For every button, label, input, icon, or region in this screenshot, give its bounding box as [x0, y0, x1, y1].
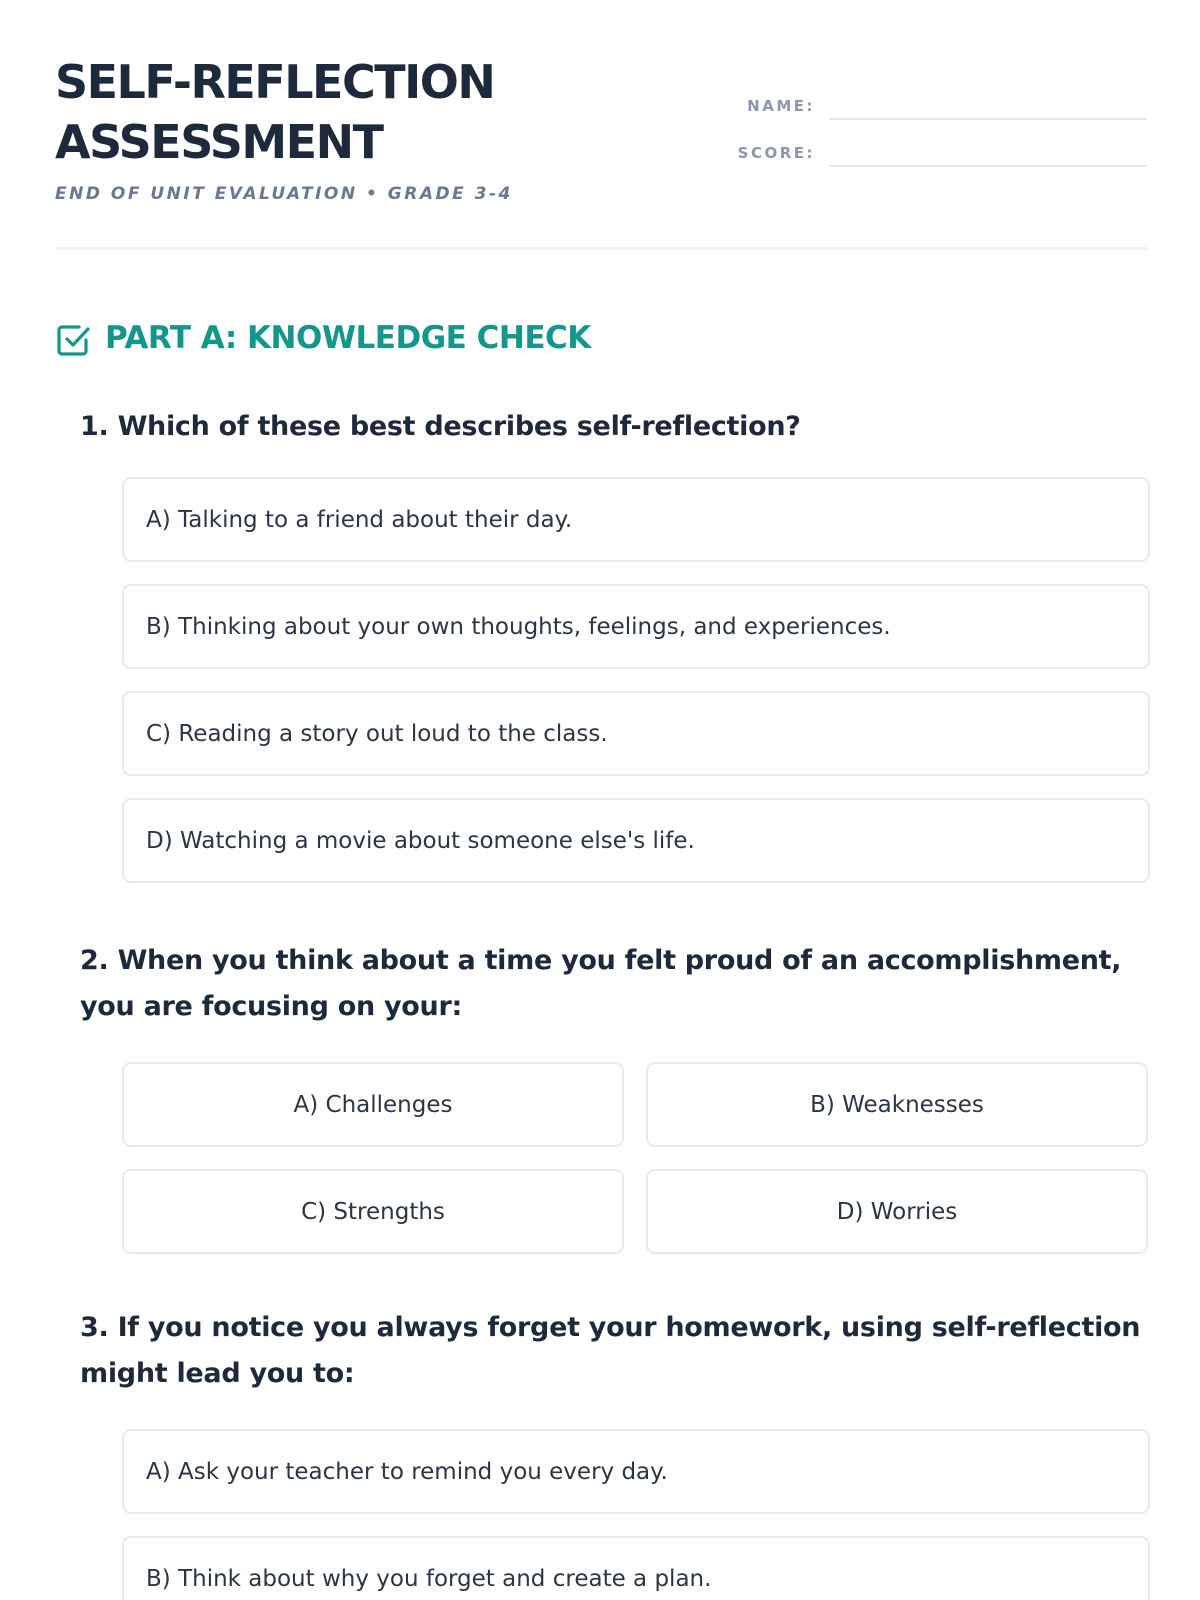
answer-option-c[interactable]: C) Reading a story out loud to the class. — [122, 691, 1150, 776]
question-1 — [80, 404, 1150, 905]
question-text-part: Which of these best describes — [117, 411, 577, 442]
answer-option-c[interactable]: C) Strengths — [122, 1169, 624, 1254]
header-divider — [55, 247, 1147, 250]
answer-option-b[interactable]: B) Think about why you forget and create a plan. — [122, 1536, 1150, 1600]
answer-option-b[interactable]: B) Weaknesses — [646, 1062, 1148, 1147]
question-number: 1. — [80, 411, 109, 442]
question-3 — [80, 1305, 1150, 1600]
question-text — [80, 1305, 1150, 1397]
title-line-2: ASSESSMENT — [55, 115, 383, 169]
worksheet-header — [55, 52, 1147, 252]
section-heading — [55, 318, 591, 358]
question-2 — [80, 938, 1150, 1254]
student-fields — [717, 90, 1147, 184]
question-text-part: When you think about a time you felt proud of an accomplishment, you are focusing on your: — [80, 945, 1122, 1022]
question-text — [80, 938, 1150, 1030]
name-label: NAME: — [747, 97, 815, 115]
question-text-end: ? — [785, 411, 801, 442]
answer-option-d[interactable]: D) Worries — [646, 1169, 1148, 1254]
checkbox-check-icon — [55, 322, 91, 358]
title-line-1: SELF-REFLECTION — [55, 55, 495, 109]
question-text-part: If you notice you always forget your homework, using self-reflection might lead you to: — [80, 1312, 1141, 1389]
answer-options — [122, 1062, 1150, 1254]
question-number: 2. — [80, 945, 109, 976]
answer-option-b[interactable]: B) Thinking about your own thoughts, feelings, and experiences. — [122, 584, 1150, 669]
page-title — [55, 52, 575, 172]
question-keyword: self-reflection — [576, 411, 786, 442]
answer-options — [122, 1429, 1150, 1600]
section-title: PART A: KNOWLEDGE CHECK — [105, 320, 591, 356]
name-field-row — [717, 90, 1147, 120]
answer-option-a[interactable]: A) Challenges — [122, 1062, 624, 1147]
answer-option-d[interactable]: D) Watching a movie about someone else's life. — [122, 798, 1150, 883]
page-subtitle: END OF UNIT EVALUATION • GRADE 3-4 — [55, 184, 513, 204]
answer-options — [122, 477, 1150, 883]
score-field[interactable] — [829, 165, 1147, 167]
question-number: 3. — [80, 1312, 109, 1343]
name-field[interactable] — [829, 118, 1147, 120]
answer-option-a[interactable]: A) Talking to a friend about their day. — [122, 477, 1150, 562]
score-label: SCORE: — [737, 144, 815, 162]
score-field-row — [717, 137, 1147, 167]
question-text — [80, 404, 1150, 450]
answer-option-a[interactable]: A) Ask your teacher to remind you every day. — [122, 1429, 1150, 1514]
